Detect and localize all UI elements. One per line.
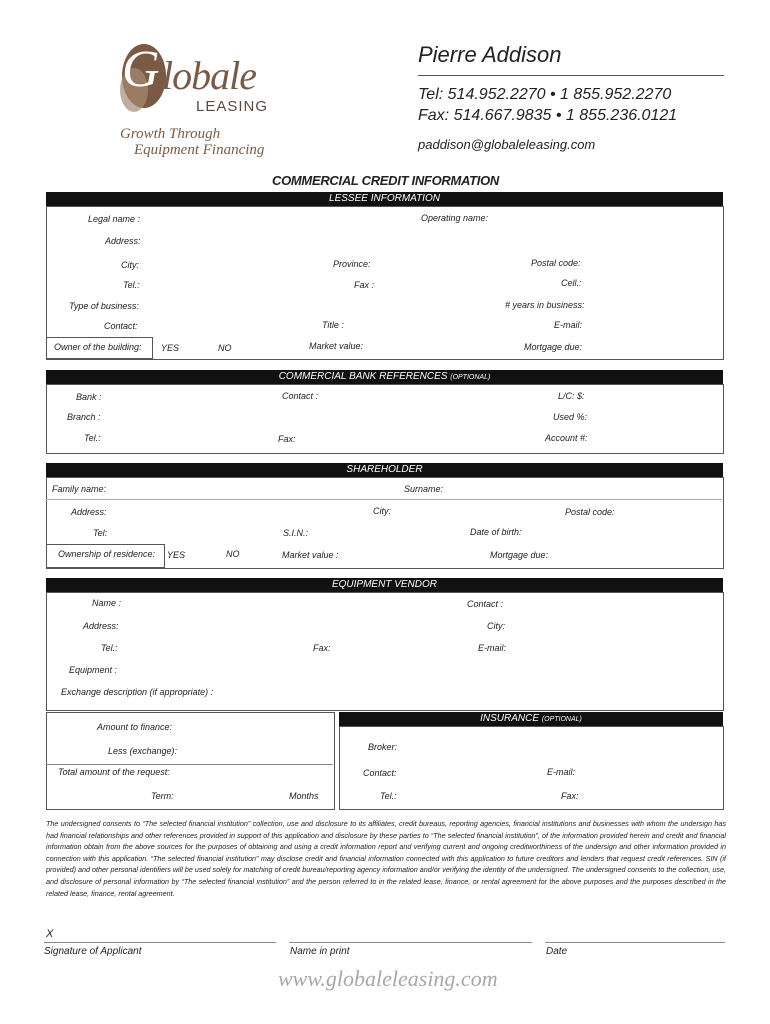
total-amount-field[interactable]: Total amount of the request:	[58, 767, 170, 777]
owner-no-option[interactable]: NO	[218, 343, 232, 353]
vendor-contact-field[interactable]: Contact :	[467, 599, 504, 609]
title-field[interactable]: Title :	[322, 320, 344, 330]
name-print-label: Name in print	[290, 946, 350, 957]
vendor-name-field[interactable]: Name :	[92, 598, 122, 608]
less-exchange-field[interactable]: Less (exchange):	[108, 746, 178, 756]
residence-yes-option[interactable]: YES	[167, 550, 186, 560]
type-of-business-field[interactable]: Type of business:	[69, 301, 139, 311]
contact-email[interactable]: paddison@globaleleasing.com	[418, 137, 596, 152]
bank-header: COMMERCIAL BANK REFERENCES (OPTIONAL)	[46, 370, 723, 384]
bank-contact-field[interactable]: Contact :	[282, 391, 319, 401]
contact-fax: Fax: 514.667.9835 • 1 855.236.0121	[418, 107, 678, 124]
signature-x-mark: X	[46, 928, 54, 940]
dob-field[interactable]: Date of birth:	[470, 527, 522, 537]
market-value-field[interactable]: Market value:	[309, 341, 364, 351]
bank-field[interactable]: Bank :	[76, 392, 102, 402]
bank-tel-field[interactable]: Tel.:	[84, 433, 101, 443]
province-field[interactable]: Province:	[333, 259, 371, 269]
sh-market-value-field[interactable]: Market value :	[282, 550, 339, 560]
total-line	[46, 764, 333, 765]
operating-name-field[interactable]: Operating name:	[421, 213, 489, 223]
exchange-field[interactable]: Exchange description (if appropriate) :	[61, 687, 214, 697]
insurance-email-field[interactable]: E-mail:	[547, 767, 576, 777]
legal-name-field[interactable]: Legal name :	[88, 214, 141, 224]
contact-divider	[418, 75, 724, 76]
logo-letter: G	[122, 41, 160, 98]
sh-address-field[interactable]: Address:	[71, 507, 107, 517]
signature-line[interactable]	[44, 942, 276, 943]
form-title: COMMERCIAL CREDIT INFORMATION	[272, 173, 499, 188]
sh-postal-code-field[interactable]: Postal code:	[565, 507, 615, 517]
bank-fax-field[interactable]: Fax:	[278, 434, 296, 444]
used-field[interactable]: Used %:	[553, 412, 588, 422]
sin-field[interactable]: S.I.N.:	[283, 528, 309, 538]
date-line[interactable]	[545, 942, 725, 943]
shareholder-row-line	[46, 499, 722, 500]
owner-yes-option[interactable]: YES	[161, 343, 180, 353]
residence-no-option[interactable]: NO	[226, 549, 240, 559]
term-field[interactable]: Term:	[151, 791, 174, 801]
vendor-tel-field[interactable]: Tel.:	[101, 643, 118, 653]
contact-name: Pierre Addison	[418, 42, 562, 67]
lc-field[interactable]: L/C: $:	[558, 391, 585, 401]
name-print-line[interactable]	[289, 942, 532, 943]
owner-building-label: Owner of the building:	[54, 342, 142, 352]
years-in-business-field[interactable]: # years in business:	[505, 300, 585, 310]
signature-label: Signature of Applicant	[44, 946, 142, 957]
surname-field[interactable]: Surname:	[404, 484, 444, 494]
logo-leasing: LEASING	[196, 98, 269, 115]
insurance-fax-field[interactable]: Fax:	[561, 791, 579, 801]
vendor-city-field[interactable]: City:	[487, 621, 505, 631]
logo-word: lobale	[162, 53, 256, 98]
family-name-field[interactable]: Family name:	[52, 484, 107, 494]
contact-tel: Tel: 514.952.2270 • 1 855.952.2270	[418, 86, 672, 103]
branch-field[interactable]: Branch :	[67, 412, 101, 422]
tagline-line2: Equipment Financing	[134, 142, 265, 158]
shareholder-header: SHAREHOLDER	[46, 463, 723, 477]
company-logo	[112, 38, 272, 128]
mortgage-due-field[interactable]: Mortgage due:	[524, 342, 583, 352]
date-label: Date	[546, 946, 568, 957]
sh-tel-field[interactable]: Tel:	[93, 528, 108, 538]
email-field[interactable]: E-mail:	[554, 320, 583, 330]
insurance-optional: (OPTIONAL)	[541, 716, 582, 723]
city-field[interactable]: City:	[121, 260, 139, 270]
vendor-address-field[interactable]: Address:	[83, 621, 119, 631]
vendor-fax-field[interactable]: Fax:	[313, 643, 331, 653]
cell-field[interactable]: Cell.:	[561, 278, 582, 288]
address-field[interactable]: Address:	[105, 236, 141, 246]
tagline-line1: Growth Through	[120, 126, 221, 142]
website-link[interactable]: www.globaleleasing.com	[278, 966, 498, 991]
amount-finance-field[interactable]: Amount to finance:	[97, 722, 173, 732]
sh-city-field[interactable]: City:	[373, 506, 391, 516]
months-label: Months	[289, 791, 319, 801]
bank-optional: (OPTIONAL)	[450, 374, 491, 381]
sh-mortgage-due-field[interactable]: Mortgage due:	[490, 550, 549, 560]
account-field[interactable]: Account #:	[545, 433, 588, 443]
postal-code-field[interactable]: Postal code:	[531, 258, 581, 268]
tel-field[interactable]: Tel.:	[123, 280, 140, 290]
contact-field[interactable]: Contact:	[104, 321, 138, 331]
insurance-header: INSURANCE (OPTIONAL)	[339, 712, 723, 726]
ownership-residence-label: Ownership of residence:	[58, 549, 156, 559]
equipment-field[interactable]: Equipment :	[69, 665, 118, 675]
fax-field[interactable]: Fax :	[354, 280, 375, 290]
vendor-email-field[interactable]: E-mail:	[478, 643, 507, 653]
vendor-header: EQUIPMENT VENDOR	[46, 578, 723, 592]
insurance-tel-field[interactable]: Tel.:	[380, 791, 397, 801]
bank-section	[46, 384, 724, 454]
insurance-contact-field[interactable]: Contact:	[363, 768, 397, 778]
broker-field[interactable]: Broker:	[368, 742, 398, 752]
lessee-header: LESSEE INFORMATION	[46, 192, 723, 206]
consent-legal-text: The undersigned consents to “The selected financial institution” collection, use and disclosure to its affiliates, credit bureaus, reporting agencies, financial institutions and businesses with whom the undersign has had financial relationships and other references provided in support of this application and disclosure by these parties to “The selected financial institution”, of the information provided herein and credit and financial information obtain from the above sources for the purposes of obtaining and using a credit information report and verifying current and ongoing creditworthiness of the undersign and other information provided in connection with this application. “The selected financial institution” may disclose credit and financial information connected with this application to future creditors and lenders that request credit references. SIN (if provided) and other personal identifiers will be used solely for matching of credit bureau/reporting agency information and/or verifying the identity of the undersigned. The undersigned consents to the collection, use, and disclosure of personal information by “The selected financial institution” and the person referred to in the related lease, finance, or rental agreement for the above purposes and the purposes described in the related lease, finance, rental agreement.	[46, 819, 726, 898]
